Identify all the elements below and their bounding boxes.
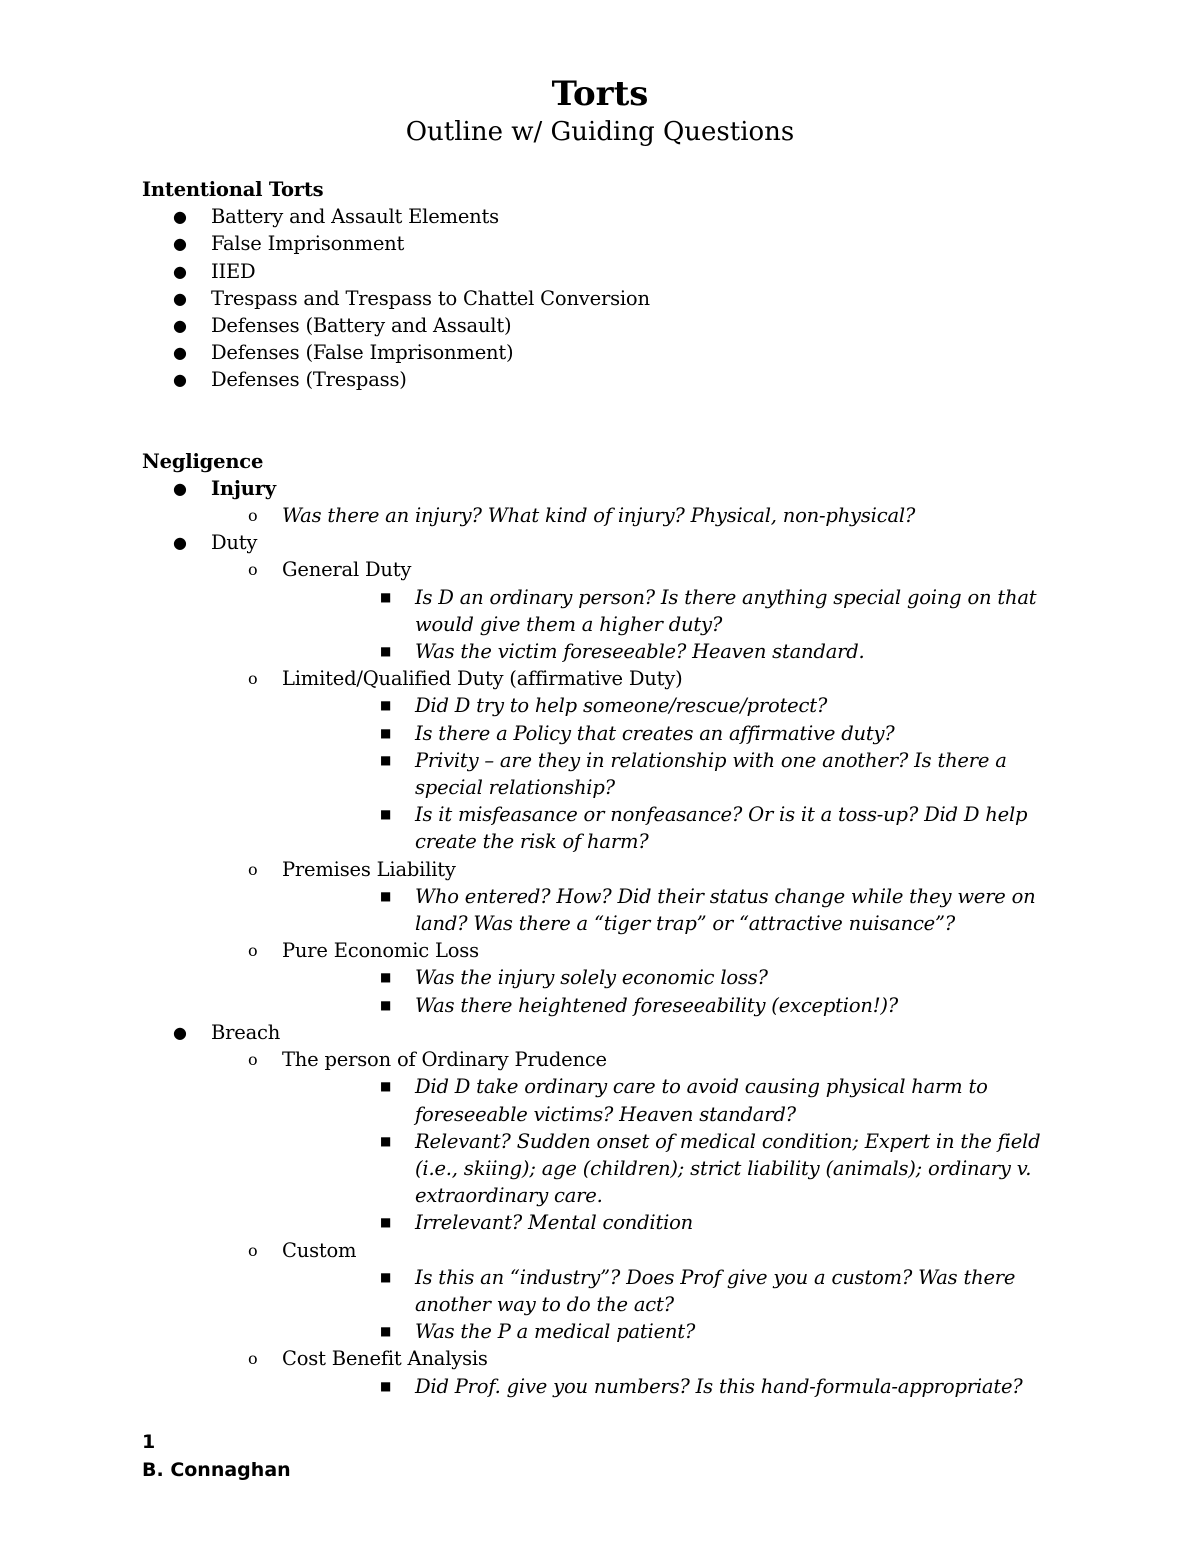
- bullet-icon: ●: [173, 261, 187, 281]
- bullet-icon: ●: [173, 478, 187, 498]
- bullet-icon: ●: [173, 343, 187, 363]
- circle-bullet-icon: o: [248, 669, 258, 689]
- bullet-icon: ●: [173, 1022, 187, 1042]
- question-item: ■ Did Prof. give you numbers? Is this hand-formula-appropriate?: [142, 1373, 1042, 1400]
- sub-item: o Limited/Qualified Duty (affirmative Duty): [142, 665, 1042, 692]
- square-bullet-icon: ■: [380, 1324, 392, 1339]
- circle-bullet-icon: o: [248, 859, 258, 879]
- list-item: ● Defenses (Battery and Assault): [142, 312, 1042, 339]
- bullet-icon: ●: [173, 288, 187, 308]
- document-subtitle: Outline w/ Guiding Questions: [405, 117, 795, 147]
- bullet-icon: ●: [173, 234, 187, 254]
- sub-item: o General Duty: [142, 556, 1042, 583]
- list-item: ● IIED: [142, 258, 1042, 285]
- square-bullet-icon: ■: [380, 1079, 392, 1094]
- list-item-injury: ● Injury: [142, 475, 1042, 502]
- list-item: ● Defenses (False Imprisonment): [142, 339, 1042, 366]
- author-name: B. Connaghan: [142, 1459, 291, 1481]
- square-bullet-icon: ■: [380, 807, 392, 822]
- sub-item: o Cost Benefit Analysis: [142, 1345, 1042, 1372]
- list-item: ● Trespass and Trespass to Chattel Conversion: [142, 285, 1042, 312]
- document-title: Torts: [551, 74, 649, 114]
- outline-body: [142, 176, 1042, 1400]
- circle-bullet-icon: o: [248, 1240, 258, 1260]
- page-footer: [142, 1428, 291, 1484]
- question-item: ■ Is D an ordinary person? Is there anything special going on that would give them a higher duty?: [380, 585, 1037, 636]
- bullet-icon: ●: [173, 207, 187, 227]
- list-item: ● Battery and Assault Elements: [142, 203, 1042, 230]
- square-bullet-icon: ■: [380, 589, 392, 604]
- sub-item: o Pure Economic Loss: [142, 937, 1042, 964]
- square-bullet-icon: ■: [380, 698, 392, 713]
- square-bullet-icon: ■: [380, 888, 392, 903]
- question-item: ■ Did D take ordinary care to avoid causing physical harm to foreseeable victims? Heaven standard?: [380, 1075, 988, 1126]
- sub-item: o Was there an injury? What kind of injury? Physical, non-physical?: [142, 502, 1042, 529]
- section-heading-intentional-torts: Intentional Torts: [142, 178, 324, 201]
- negligence-list: [142, 475, 1042, 1400]
- square-bullet-icon: ■: [380, 752, 392, 767]
- square-bullet-icon: ■: [380, 997, 392, 1012]
- square-bullet-icon: ■: [380, 1133, 392, 1148]
- page-number: 1: [142, 1431, 156, 1453]
- question-item: ■ Who entered? How? Did their status change while they were on land? Was there a “tiger trap” or “attractive nuisance”?: [380, 884, 1036, 936]
- list-item: ● Defenses (Trespass): [142, 366, 1042, 393]
- sub-item: o Premises Liability: [142, 856, 1042, 883]
- section-spacer: [142, 394, 1042, 448]
- circle-bullet-icon: o: [248, 941, 258, 961]
- circle-bullet-icon: o: [248, 506, 258, 526]
- circle-bullet-icon: o: [248, 560, 258, 580]
- circle-bullet-icon: o: [248, 1349, 258, 1369]
- list-item-breach: ● Breach: [142, 1019, 1042, 1046]
- list-item: ● False Imprisonment: [142, 230, 1042, 257]
- list-item-duty: ● Duty: [142, 529, 1042, 556]
- question-item: ■ Privity – are they in relationship with one another? Is there a special relationship?: [380, 748, 1007, 800]
- bullet-icon: ●: [173, 370, 187, 390]
- bullet-icon: ●: [173, 316, 187, 336]
- square-bullet-icon: ■: [380, 725, 392, 740]
- square-bullet-icon: ■: [380, 970, 392, 985]
- section-heading-negligence: Negligence: [142, 449, 264, 473]
- question-item: ■ Was the victim foreseeable? Heaven standard.: [142, 638, 1042, 665]
- square-bullet-icon: ■: [380, 1215, 392, 1230]
- question-item: ■ Was the P a medical patient?: [142, 1318, 1042, 1345]
- intentional-torts-list: [142, 203, 1042, 393]
- sub-item: o The person of Ordinary Prudence: [142, 1046, 1042, 1073]
- question-item: ■ Irrelevant? Mental condition: [142, 1209, 1042, 1236]
- square-bullet-icon: ■: [380, 1378, 392, 1393]
- question-item: ■ Relevant? Sudden onset of medical condition; Expert in the field (i.e., skiing); age (children); strict liability (animals); ordinary v. extraordinary care.: [380, 1129, 1041, 1208]
- circle-bullet-icon: o: [248, 1050, 258, 1070]
- question-item: ■ Was the injury solely economic loss?: [142, 964, 1042, 991]
- bullet-icon: ●: [173, 533, 187, 553]
- question-item: ■ Is this an “industry”? Does Prof give you a custom? Was there another way to do the act?: [380, 1265, 1016, 1316]
- question-item: ■ Was there heightened foreseeability (exception!)?: [142, 992, 1042, 1019]
- question-item: ■ Did D try to help someone/rescue/protect?: [142, 692, 1042, 719]
- square-bullet-icon: ■: [380, 644, 392, 659]
- question-item: ■ Is it misfeasance or nonfeasance? Or is it a toss-up? Did D help create the risk of harm?: [380, 803, 1028, 854]
- question-item: ■ Is there a Policy that creates an affirmative duty?: [142, 720, 1042, 747]
- square-bullet-icon: ■: [380, 1269, 392, 1284]
- sub-item: o Custom: [142, 1237, 1042, 1264]
